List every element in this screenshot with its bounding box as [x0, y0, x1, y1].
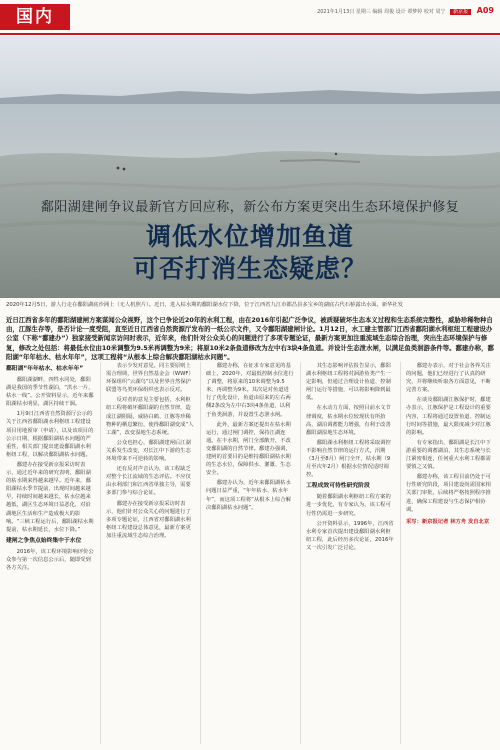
- paragraph: 反对者的意见主要包括，水利枢纽工程将破坏鄱阳湖的自然节律，造成江湖阻隔，威胁白鹤、江豚等珍稀物种的栖息繁衍，使得鄱阳湖变成“人工湖”，改变湿地生态系统。: [106, 397, 194, 436]
- paragraph: 2016年，该工程环境影响评价公众参与第一次信息公示后，随即受到各方关注。: [6, 548, 94, 571]
- main-headline-line-2: 可否打消生态疑虑？: [132, 254, 367, 283]
- paragraph: 1月9日江西省自然资源厅公示的关于江西省鄱阳湖水利枢纽工程建设项目用地预审（申请），以及该项目的公示日期，根据鄱阳湖枯水问题的严重性，相关部门提出建设鄱阳湖水利枢纽工程，以解决鄱阳湖枯水问题。: [6, 411, 94, 458]
- issue-line: [317, 6, 494, 15]
- paper-tag: 新京报: [450, 9, 471, 15]
- subheading: 建闸之争焦点始终集中于水位: [6, 537, 82, 544]
- hero-photo: [0, 36, 500, 298]
- column-divider: [200, 362, 201, 744]
- paragraph: 表示少发对意见，同主要原则上需合理调，世界自然基金会（WWF）环保组织“云湖鸟”以及世界自然保护联盟等鸟类环保组织也表示反对。: [106, 363, 194, 394]
- paragraph: 随着鄱阳湖水利枢纽工程方案的进一步优化，有专家认为，该工程可行性仍需进一步研究。: [306, 494, 391, 517]
- column-divider: [100, 362, 101, 744]
- paragraph: 公众也担心，鄱阳湖建闸后江湖关系发生改变，对长江中下游的生态环境带来不可逆转的影响。: [106, 439, 191, 463]
- page-number: A09: [476, 6, 494, 15]
- paragraph: 鄱建办表示，对于社会各界关注的问题，他们已经进行了认真的研究，并将继续听取各方面意见，不断完善方案。: [406, 363, 491, 394]
- column-divider: [400, 362, 401, 744]
- photo-caption: 2020年12月5日，游人行走在鄱阳湖底沙洲上（无人机照片）。近日，进入枯水期的鄱阳湖水位下降，位于江西省九江市都昌县多宝乡的湖底古代石桥露出水面。新华社发: [6, 302, 404, 308]
- column-1: [6, 362, 94, 744]
- column-5: [406, 362, 494, 744]
- paragraph: 鄱建办称，在征求专家意见的基础上，2020年，对最低控制水位进行了调整，将原来的10米调整为9.5米，再调整为9米。其次是对鱼道进行了优化设计，鱼道由原来的左右两侧2条改为左中右3块4条鱼道，以利于鱼类洄游，并设置生态泄水闸。: [206, 363, 294, 418]
- paragraph: 鄱建办在接受新京报采访时表示，通过近年来的研究表明，鄱阳湖的枯水期来得越来越早。近年来，鄱阳湖枯水季节提前，出现时间越来越早，持续时间越来越长，枯水位越来越低，湖区生态环境日益恶化，对沿湖地区生活和生产造成极大的影响。“三峡工程运行后，鄱阳湖枯水期提前，枯水期延长，水位下降。”: [6, 461, 94, 533]
- subheading: 鄱阳湖“年年枯水、枯水年年”: [6, 366, 84, 372]
- main-headline: [0, 221, 500, 285]
- paragraph: 还有反对声音认为，该工程缺乏对整个长江流域的生态评估。不应仅由水利部门和江西省单独主导，需要多部门参与综合论证。: [106, 466, 191, 497]
- paragraph: 在水动力方面，按照目前水文节律调度，枯水期水位较现状有所抬高，湖泊调蓄能力增强，有利于改善鄱阳湖湿地生态环境。: [306, 405, 391, 436]
- paragraph: 其生态影响评估报告显示，鄱阳湖水利枢纽工程将对洄游鱼类产生一定影响，但通过合理设计鱼道、控制闸门运行等措施，可以将影响降到最低。: [306, 363, 391, 402]
- paragraph: 鄱建办认为，近年来鄱阳湖枯水问题日益严重，“年年枯水、枯水年年”，而这项工程将“从根本上综合解决鄱阳湖枯水问题”。: [206, 480, 291, 511]
- headline-block: [0, 196, 500, 285]
- issue-date: 2021年1月13日 星期三 编辑 周俊 设计 谭梦婷 校对 周宁: [317, 9, 446, 15]
- byline: 采写：新京报记者 林方舟 发自北京: [406, 518, 490, 525]
- main-headline-line-1: 调低水位增加鱼道: [145, 222, 354, 251]
- article-columns: [6, 362, 494, 744]
- paragraph: 鄱建办称，该工程目前仍处于可行性研究阶段，项目建设尚需国家相关部门审批，后续将严格按照程序推进，确保工程建设与生态保护相协调。: [406, 474, 491, 513]
- column-4: [306, 362, 394, 744]
- paragraph: 鄱建办在接受新京报采访时表示，他们针对公众关心的问题进行了多项专题论证，江西省对鄱阳湖水利枢纽工程建设总体意见，最新方案更加注重流域生态综合治理。: [106, 500, 191, 539]
- paragraph: 在谈及鄱阳湖江豚保护时，鄱建办表示，江豚保护是工程设计的重要内容，工程将通过设置鱼道、控制运行时间等措施，最大限度减少对江豚的影响。: [406, 397, 491, 436]
- lead-paragraph: 近日江西省多年的鄱阳湖建闸方案谋闻公众视野，这个已争论近20年的水利工程，由在2016年引起广泛争议，被质疑破坏生态本义过程和生态系统完整性，威胁珍稀物种自由，江豚生存等，是否计论一度受阻，直至近日江西省自然资源厅发布的一纸公示文件，又令鄱阳湖建闸计论。1月12日，水工建主管部门江西省鄱阳湖水利枢纽工程建设办公室（下称“鄱建办”）独家接受新闻京访问时表示，近年来，他们针对公众关心的问题进行了多项专题论证，最新方案更加注重流域生态综合治理，突出生态环境保护与修复，修改之处包括：将最低水位由10米调整为9.5米再调整为9米；将原10米2条鱼道修改为左中右3块4条鱼道。并设计生态泄水闸，以满足鱼类洄游条件等。鄱建办称，鄱阳湖“年年枯水、枯水年年”，这项工程将“从根本上综合解决鄱阳湖枯水问题”。: [6, 316, 494, 361]
- column-3: [206, 362, 294, 744]
- column-2: [106, 362, 194, 744]
- paragraph: 公开资料显示，1996年，江西省水利专家首次提出建设鄱阳湖水利枢纽工程，此后经历多次论证，2016年又一次引发广泛讨论。: [306, 520, 394, 551]
- masthead: [0, 0, 500, 36]
- subheading: 工程成效可待性研究阶段: [306, 483, 370, 490]
- paragraph: 鄱阳湖湖畔，四牲水同处，鄱阳湖是我国的季节性湖泊，“洪水一片，枯水一线”。公开资料显示，近年来鄱阳湖枯水明显，湖区持续干涸。: [6, 377, 94, 408]
- kicker-headline: 鄱阳湖建闸争议最新官方回应称，新公布方案更突出生态环境保护修复: [40, 200, 460, 215]
- section-tag: 国内: [0, 4, 70, 30]
- paragraph: 鄱阳湖水利枢纽工程将采取调控不影响自然节律的运行方式，汛期（3月至8月）闸门全开，枯水期（9月至次年2月）根据水位情况适时调控。: [306, 439, 391, 479]
- column-divider: [300, 362, 301, 744]
- paragraph: 有专家指出，鄱阳湖是长江中下游重要的调蓄湖泊，其生态系统与长江紧密相连，任何重大水利工程都需要慎之又慎。: [406, 439, 491, 471]
- paragraph: 此外，最新方案还提出在枯水期运行，通过闸门调控，保持江湖连通。在丰水期，闸门全部敞开，不改变鄱阳湖的自然节律。鄱建办强调，建闸的首要目的是维持鄱阳湖枯水期的生态水位，保障供水、灌溉、生态安全。: [206, 421, 291, 477]
- header-rule: [0, 33, 500, 35]
